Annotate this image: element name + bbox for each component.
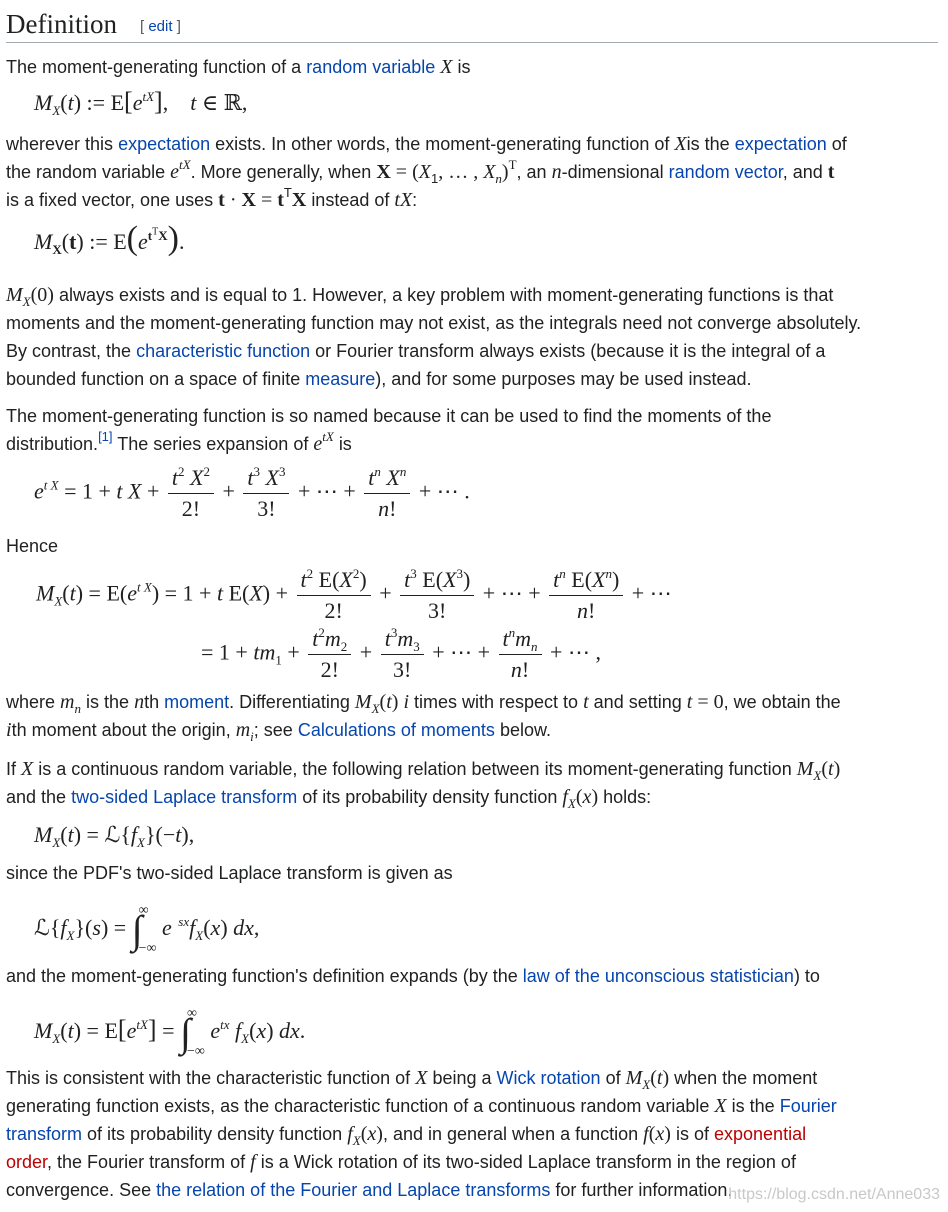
section-heading	[6, 6, 938, 43]
text: being a	[432, 1068, 492, 1088]
text: is a fixed vector, one uses	[6, 190, 214, 210]
link-exponential-order-2[interactable]: order	[6, 1152, 48, 1172]
text: is of	[675, 1124, 709, 1144]
text: where	[6, 692, 56, 712]
text: is	[338, 434, 352, 454]
text: of its probability density function	[87, 1124, 343, 1144]
text: , and	[782, 162, 823, 182]
equation-mgf-laplace: $M_X(t)$ = $ℒ\{f_X\}(-t)$,	[34, 822, 195, 850]
text: . More generally, when	[190, 162, 372, 182]
text: always exists and is equal to 1. However, a key problem with moment-generating functions is that	[58, 285, 834, 305]
link-laplace-transform[interactable]: two-sided Laplace transform	[71, 787, 298, 807]
text: ), and for some purposes may be used instead.	[375, 369, 752, 389]
paragraph-laplace: If X is a continuous random variable, the following relation between its moment-generating function $M_X(t)$ and the two-sided Laplace transform of its probability density function $f_X(x)$ holds:	[6, 758, 841, 811]
text: generating function exists, as the characteristic function of a continuous random variable	[6, 1096, 710, 1116]
text: The moment-generating function is so named because it can be used to find the moments of the	[6, 406, 772, 426]
text: is the	[686, 134, 730, 154]
link-wick-rotation[interactable]: Wick rotation	[496, 1068, 601, 1088]
paragraph-pdf-laplace	[6, 859, 940, 887]
link-measure[interactable]: measure	[305, 369, 376, 389]
link-random-variable[interactable]: random variable	[306, 57, 436, 77]
text: for further information.	[555, 1180, 733, 1200]
text: , an	[516, 162, 547, 182]
text: of	[605, 1068, 621, 1088]
text: of	[831, 134, 847, 154]
paragraph-series: The moment-generating function is so named because it can be used to find the moments of the distribution.[1] The series expansion of $e^{tX}$ is	[6, 406, 772, 455]
watermark: https://blog.csdn.net/Anne033	[728, 1186, 940, 1203]
text: By contrast, the	[6, 341, 132, 361]
equation-mgf-integral: $M_X(t) = E[e^{tX}]$ = ∫ ∞ −∞ $e^{tx}$ $f_X(x)$ dx.	[34, 1006, 306, 1059]
link-random-vector[interactable]: random vector	[668, 162, 783, 182]
text: , we obtain the	[723, 692, 841, 712]
text: . Differentiating	[229, 692, 350, 712]
text: and setting	[593, 692, 682, 712]
edit-label[interactable]: edit	[148, 18, 173, 35]
text: and the	[6, 787, 67, 807]
link-expectation-2[interactable]: expectation	[734, 134, 827, 154]
link-fourier[interactable]: Fourier	[779, 1096, 837, 1116]
paragraph-intro: The moment-generating function of a random variable X is	[6, 56, 471, 78]
text: Hence	[6, 536, 59, 556]
text: is the	[86, 692, 130, 712]
link-calculations-of-moments[interactable]: Calculations of moments	[297, 720, 495, 740]
text: is a continuous random variable, the following relation between its moment-generating function	[38, 759, 792, 779]
equation-hence-line2: = $1 + tm_1$ + $\frac{t^2m_2}{2!}$ + $\frac{t^3m_3}{3!}$ + ⋯ + $\frac{t^nm_n}{n!}$ + ⋯ ,	[201, 625, 601, 682]
text: the random variable	[6, 162, 166, 182]
text: and the moment-generating function's definition expands (by the	[6, 966, 518, 986]
link-lotus[interactable]: law of the unconscious statistician	[522, 966, 794, 986]
text: instead of	[311, 190, 390, 210]
text: of its probability density function	[302, 787, 558, 807]
text: ) to	[793, 966, 820, 986]
text: convergence. See	[6, 1180, 152, 1200]
text: -dimensional	[561, 162, 664, 182]
text: If	[6, 759, 17, 779]
text: moments and the moment-generating function may not exist, as the integrals need not converge absolutely.	[6, 313, 862, 333]
link-moment[interactable]: moment	[164, 692, 230, 712]
text: bounded function on a space of finite	[6, 369, 301, 389]
text: times with respect to	[414, 692, 579, 712]
equation-mgf-vector: $M_X(t)$ := $E(e^{t^TX})$.	[34, 220, 185, 257]
text: since the PDF's two-sided Laplace transform is given as	[6, 863, 453, 883]
text: exists. In other words, the moment-generating function of	[215, 134, 670, 154]
footnote-link[interactable]: [1]	[98, 429, 113, 444]
paragraph-moments: where $m_n$ is the nth moment. Differentiating $M_X(t)$ i times with respect to t and setting t = 0, we obtain the ith moment about the origin, $m_i$; see Calculations of moments below.	[6, 691, 841, 744]
text: is a Wick rotation of its two-sided Laplace transform in the region of	[260, 1152, 796, 1172]
edit-section-link[interactable]: [ edit ]	[140, 18, 181, 35]
link-expectation[interactable]: expectation	[118, 134, 211, 154]
text: , and in general when a function	[382, 1124, 639, 1144]
paragraph-lotus	[6, 962, 940, 990]
paragraph-wick: This is consistent with the characteristic function of X being a Wick rotation of $M_X(t)$ when the moment generating function exists, as the characteristic function of a continuous random variable X is the Fourier transform of its probability density function $f_X(x)$, and in general when a function f(x) is of exponential order, the Fourier transform of f is a Wick rotation of its two-sided Laplace transform in the region of convergence. See the relation of the Fourier and Laplace transforms for further information.	[6, 1067, 837, 1200]
text: This is consistent with the characteristic function of	[6, 1068, 411, 1088]
equation-laplace-integral: $ℒ\{f_X\}(s)$ = ∫ ∞ −∞ e $^{sx}f_X(x)$ dx,	[34, 903, 260, 956]
paragraph-expectation: wherever this expectation exists. In other words, the moment-generating function of Xis the expectation of the random variable $e^{tX}$. More generally, when $X = (X_1$, … , $X_n)^T$, an n-dimensional random vector, and t is a fixed vector, one uses $t \cdot X = t^TX$ instead of tX:	[6, 133, 847, 211]
text: is the	[731, 1096, 775, 1116]
text: th moment about the origin,	[11, 720, 231, 740]
text: The series expansion of	[117, 434, 309, 454]
equation-mgf-definition: $M_X(t)$ := $E[e^{tX}]$, t ∈ ℝ,	[34, 87, 248, 118]
link-exponential-order[interactable]: exponential	[714, 1124, 807, 1144]
text: is	[457, 57, 471, 77]
link-characteristic-function[interactable]: characteristic function	[136, 341, 311, 361]
text: when the moment	[674, 1068, 818, 1088]
link-fourier-laplace-relation[interactable]: the relation of the Fourier and Laplace transforms	[156, 1180, 551, 1200]
paragraph-hence	[6, 532, 940, 560]
text: th	[144, 692, 160, 712]
text: below.	[499, 720, 551, 740]
text: ; see	[253, 720, 293, 740]
section-title: Definition	[6, 9, 117, 39]
link-fourier-transform[interactable]: transform	[6, 1124, 83, 1144]
text: holds:	[603, 787, 652, 807]
text: , the Fourier transform of	[47, 1152, 246, 1172]
text: distribution.	[6, 434, 99, 454]
text: The moment-generating function of a	[6, 57, 302, 77]
paragraph-existence: $M_X(0)$ always exists and is equal to 1. However, a key problem with moment-generating functions is that moments and the moment-generating function may not exist, as the integrals need not converge absolutely. By contrast, the characteristic function or Fourier transform always exists (because it is the integral of a bounded function on a space of finite measure), and for some purposes may be used instead.	[6, 284, 862, 389]
text: or Fourier transform always exists (because it is the integral of a	[315, 341, 826, 361]
equation-hence-line1: $M_X(t) = E(e^{t X}) = 1 + t$ E(X) + $\frac{t^2 E(X^2)}{2!}$ + $\frac{t^3 E(X^3)}{3!}$ + ⋯ + $\frac{t^n E(X^n)}{n!}$ + ⋯	[36, 566, 672, 623]
equation-series-expansion: $e^{t X} = 1 + t$ X + $\frac{t^2 X^2}{2!}$ + $\frac{t^3 X^3}{3!}$ + ⋯ + $\frac{t^n X^n}{n!}$ + ⋯ .	[34, 464, 470, 521]
text: wherever this	[6, 134, 114, 154]
